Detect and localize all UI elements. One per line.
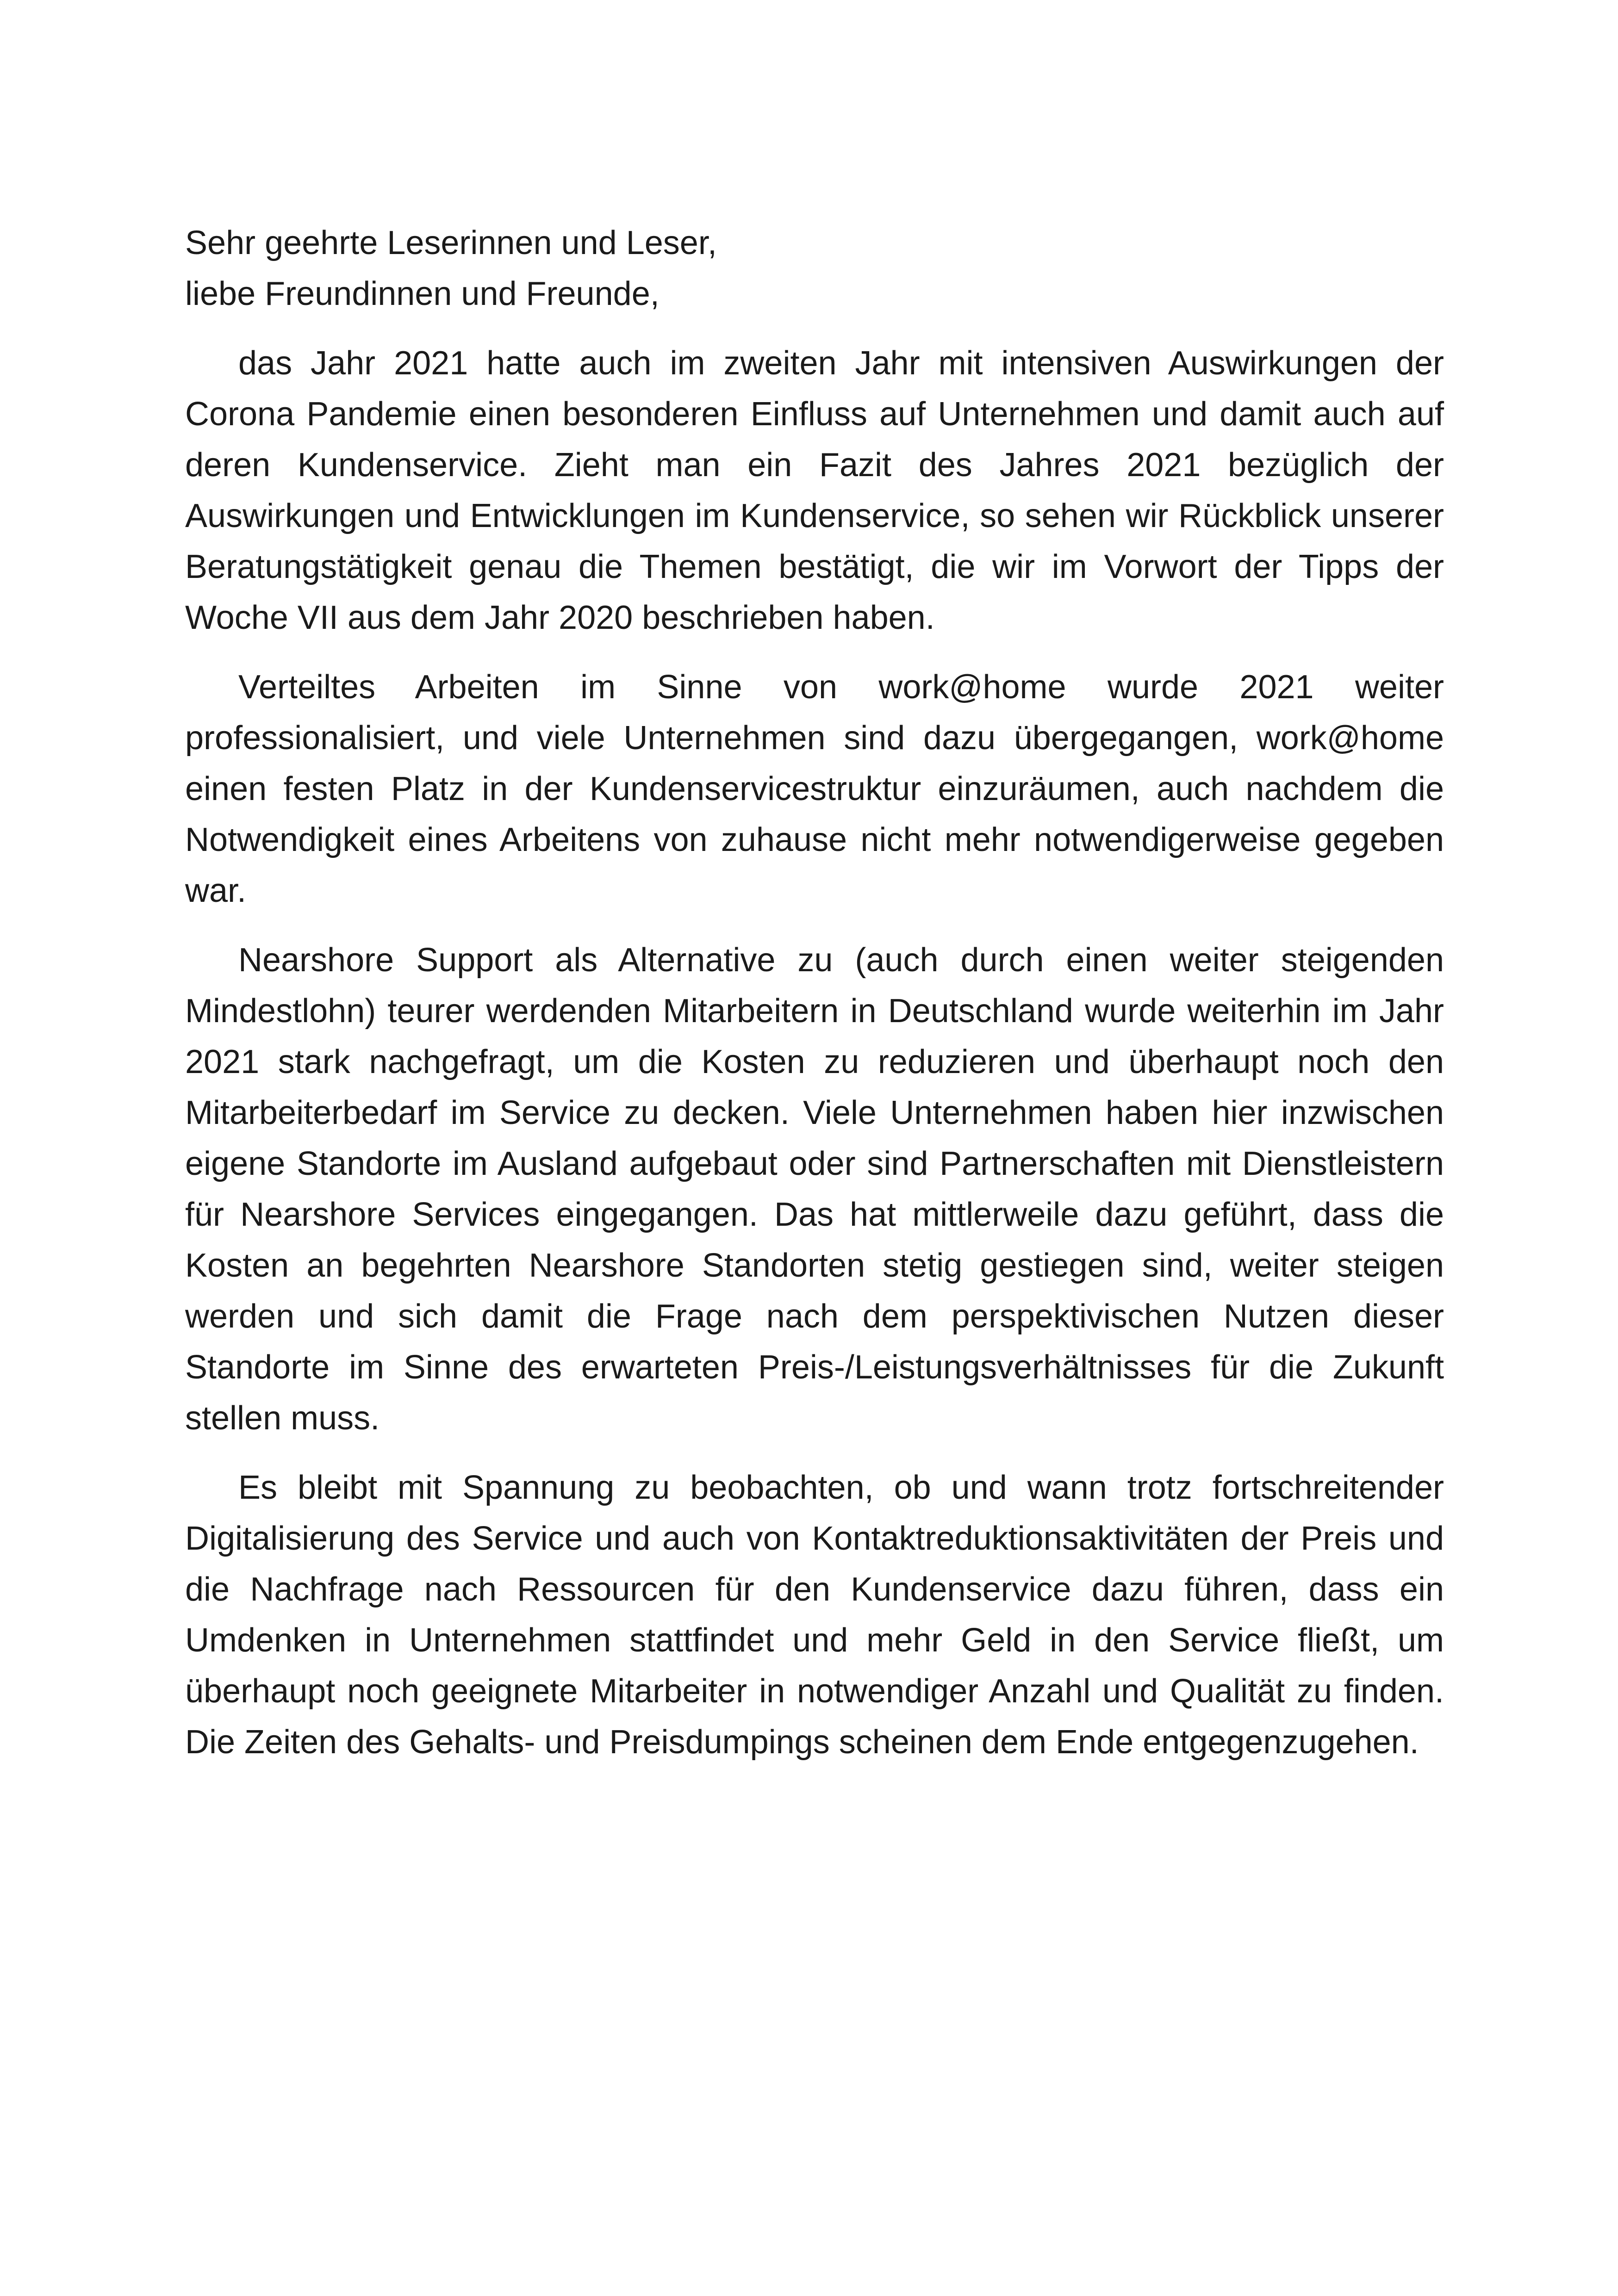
paragraph-1: das Jahr 2021 hatte auch im zweiten Jahr mit intensiven Auswirkungen der Corona Pandemie einen besonderen Einfluss auf Unternehmen und damit auch auf deren Kundenservice. Zieht man ein Fazit des Jahres 2021 bezüglich der Auswirkungen und Entwicklungen im Kundenservice, so sehen wir Rückblick unserer Beratungstätigkeit genau die Themen bestätigt, die wir im Vorwort der Tipps der Woche VII aus dem Jahr 2020 beschrieben haben. xyxy=(185,345,1444,636)
letter-body xyxy=(185,217,1444,1768)
paragraph-2: Verteiltes Arbeiten im Sinne von work@home wurde 2021 weiter professionalisiert, und viele Unternehmen sind dazu übergegangen, work@home einen festen Platz in der Kundenservicestruktur einzuräumen, auch nachdem die Notwendigkeit eines Arbeitens von zuhause nicht mehr notwendigerweise gegeben war. xyxy=(185,669,1444,909)
paragraph-3: Nearshore Support als Alternative zu (auch durch einen weiter steigenden Mindestlohn) teurer werdenden Mitarbeitern in Deutschland wurde weiterhin im Jahr 2021 stark nachgefragt, um die Kosten zu reduzieren und überhaupt noch den Mitarbeiterbedarf im Service zu decken. Viele Unternehmen haben hier inzwischen eigene Standorte im Ausland aufgebaut oder sind Partnerschaften mit Dienstleistern für Nearshore Services eingegangen. Das hat mittlerweile dazu geführt, dass die Kosten an begehrten Nearshore Standorten stetig gestiegen sind, weiter steigen werden und sich damit die Frage nach dem perspektivischen Nutzen dieser Standorte im Sinne des erwarteten Preis-/Leistungsverhältnisses für die Zukunft stellen muss. xyxy=(185,942,1444,1437)
salutation-line-1: Sehr geehrte Leserinnen und Leser, xyxy=(185,224,717,261)
salutation-line-2: liebe Freundinnen und Freunde, xyxy=(185,275,660,312)
paragraph-4: Es bleibt mit Spannung zu beobachten, ob und wann trotz fortschreitender Digitalisierung des Service und auch von Kontaktreduktionsaktivitäten der Preis und die Nachfrage nach Ressourcen für den Kundenservice dazu führen, dass ein Umdenken in Unternehmen stattfindet und mehr Geld in den Service fließt, um überhaupt noch geeignete Mitarbeiter in notwendiger Anzahl und Qualität zu finden. Die Zeiten des Gehalts- und Preisdumpings scheinen dem Ende entgegenzugehen. xyxy=(185,1469,1444,1761)
salutation xyxy=(185,217,1444,319)
